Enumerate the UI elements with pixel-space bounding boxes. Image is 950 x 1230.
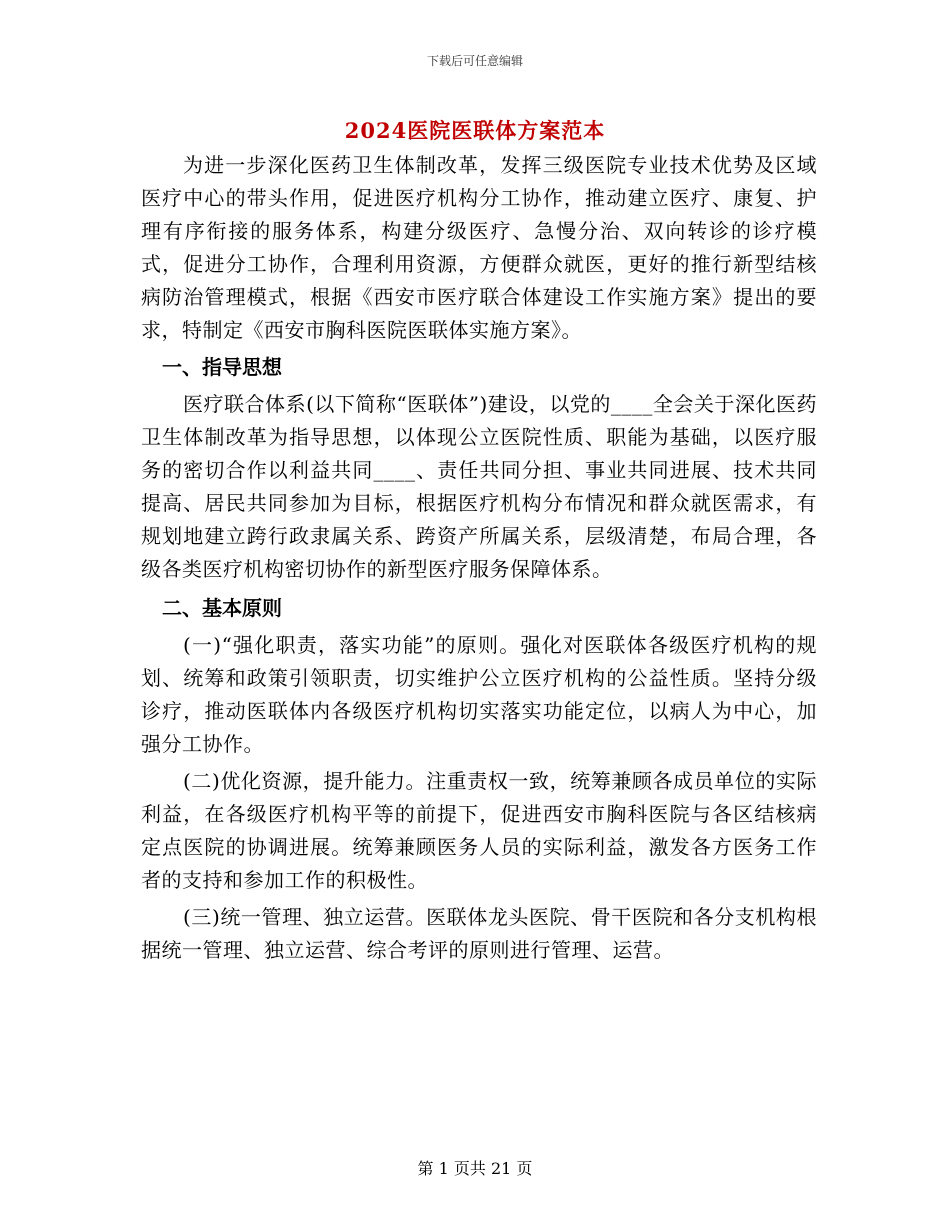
section-paragraph: (三)统一管理、独立运营。医联体龙头医院、骨干医院和各分支机构根据统一管理、独立运营、综合考评的原则进行管理、运营。 [141, 905, 817, 962]
page-number-footer: 第 1 页共 21 页 [417, 1159, 533, 1178]
section-heading: 一、指导思想 [162, 355, 282, 379]
document-title: 2024医院医联体方案范本 [344, 118, 606, 143]
section-heading: 二、基本原则 [162, 596, 282, 620]
section-paragraph: 医疗联合体系(以下简称“医联体”)建设，以党的____全会关于深化医药卫生体制改革为指导思想，以体现公立医院性质、职能为基础，以医疗服务的密切合作以利益共同____、责任共同分担、事业共同进展、技术共同提高、居民共同参加为目标，根据医疗机构分布情况和群众就医需求，有规划地建立跨行政隶属关系、跨资产所属关系，层级清楚，布局合理，各级各类医疗机构密切协作的新型医疗服务保障体系。 [141, 392, 817, 581]
section-basic-principles [141, 592, 817, 967]
section-paragraph: (一)“强化职责，落实功能”的原则。强化对医联体各级医疗机构的规划、统筹和政策引领职责，切实维护公立医疗机构的公益性质。坚持分级诊疗，推动医联体内各级医疗机构切实落实功能定位，以病人为中心，加强分工协作。 [141, 633, 817, 756]
section-guiding-ideology [141, 351, 817, 586]
document-body [141, 149, 817, 967]
section-paragraph: (二)优化资源，提升能力。注重责权一致，统筹兼顾各成员单位的实际利益，在各级医疗机构平等的前提下，促进西安市胸科医院与各区结核病定点医院的协调进展。统筹兼顾医务人员的实际利益，激发各方医务工作者的支持和参加工作的积极性。 [141, 769, 817, 892]
header-note: 下载后可任意编辑 [426, 54, 523, 68]
intro-paragraph: 为进一步深化医药卫生体制改革，发挥三级医院专业技术优势及区域医疗中心的带头作用，促进医疗机构分工协作，推动建立医疗、康复、护理有序衔接的服务体系，构建分级医疗、急慢分治、双向转诊的诊疗模式，促进分工协作，合理利用资源，方便群众就医，更好的推行新型结核病防治管理模式，根据《西安市医疗联合体建设工作实施方案》提出的要求，特制定《西安市胸科医院医联体实施方案》。 [141, 153, 817, 342]
